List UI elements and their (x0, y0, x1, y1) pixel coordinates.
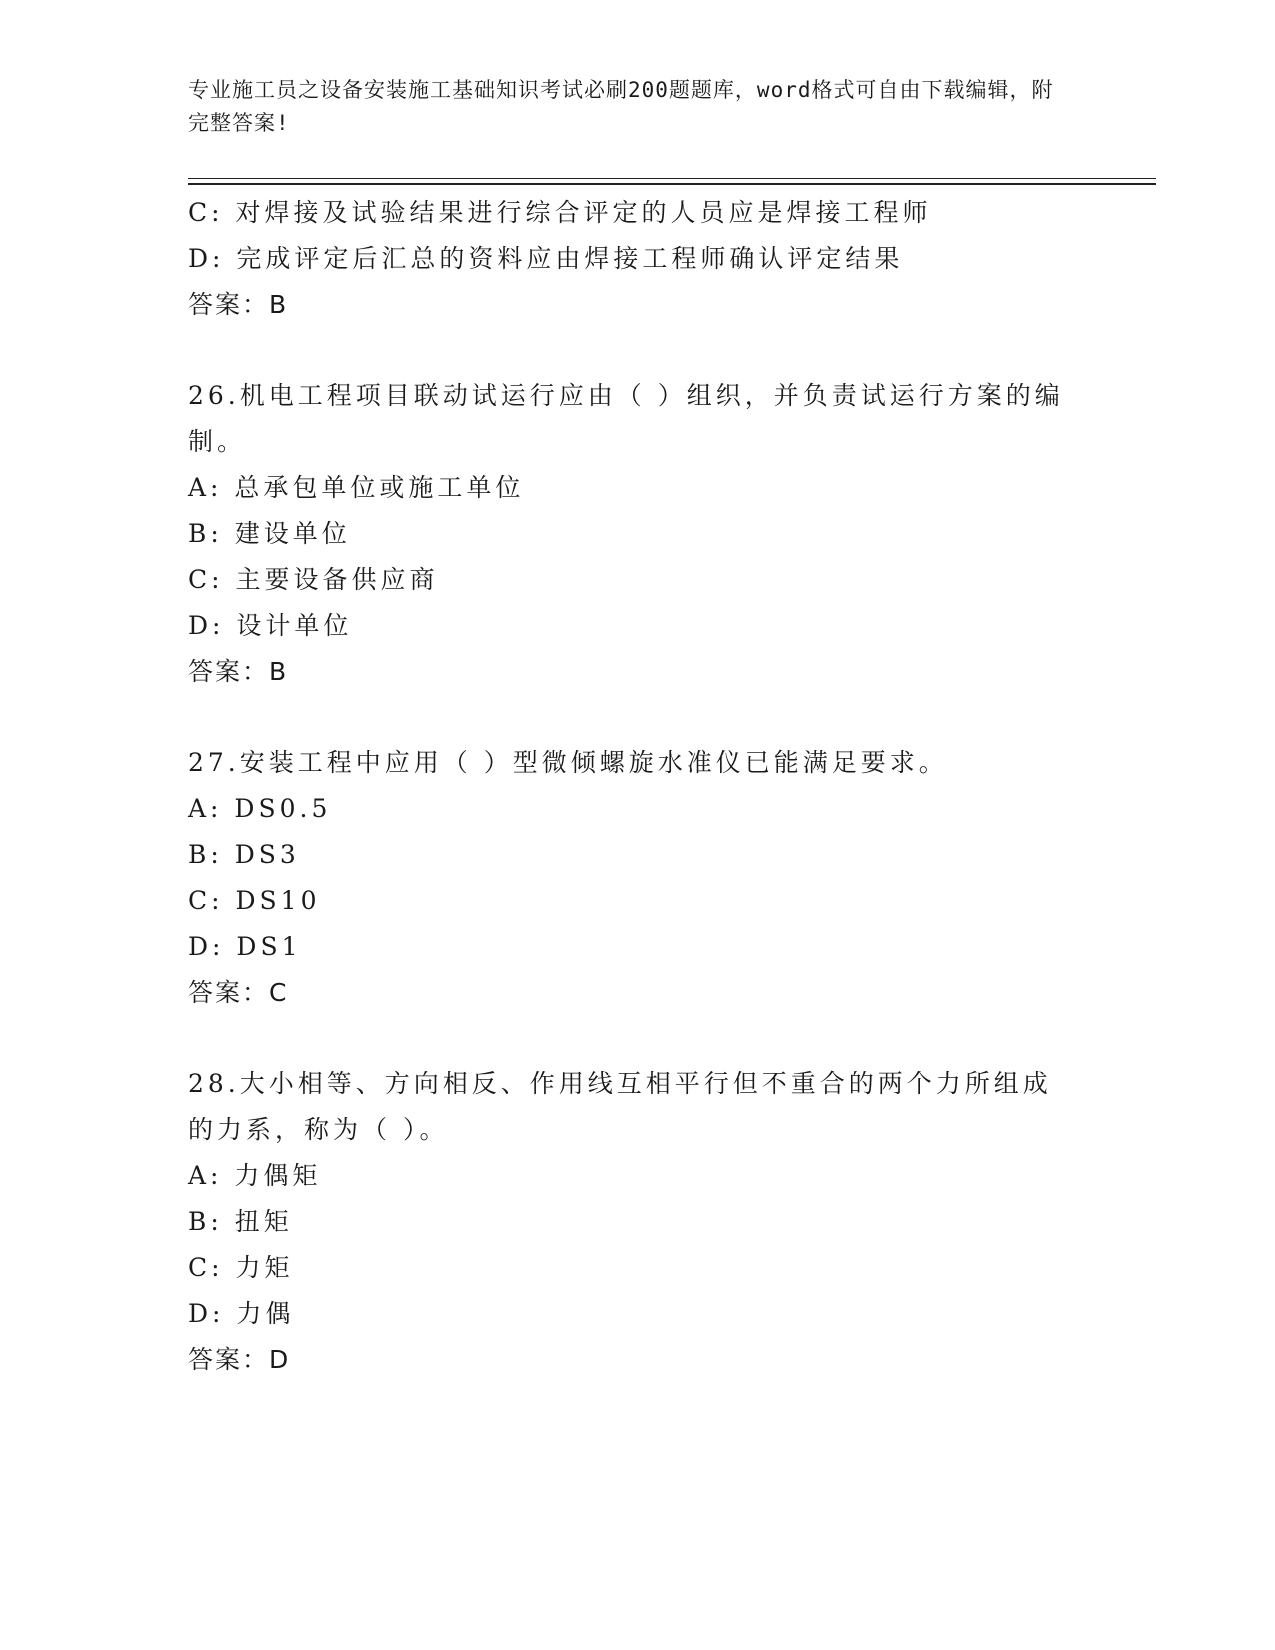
header-divider-thin (188, 178, 1156, 179)
option-c: C: 主要设备供应商 (188, 565, 439, 594)
option-c: C: 力矩 (188, 1253, 294, 1282)
option-d: D: DS1 (188, 932, 302, 961)
document-header: 专业施工员之设备安装施工基础知识考试必刷200题题库，word格式可自由下载编辑，附完整答案! (188, 78, 1054, 135)
question-fragment (188, 190, 1088, 328)
header-divider-thick (188, 183, 1156, 185)
option-a: A: 力偶矩 (188, 1161, 322, 1190)
question-28 (188, 1061, 1088, 1383)
option-b: B: DS3 (188, 840, 300, 869)
option-d: D: 完成评定后汇总的资料应由焊接工程师确认评定结果 (188, 244, 904, 273)
option-a: A: 总承包单位或施工单位 (188, 473, 525, 502)
option-c: C: DS10 (188, 886, 321, 915)
question-stem: 28.大小相等、方向相反、作用线互相平行但不重合的两个力所组成的力系，称为（ ）。 (188, 1069, 1052, 1144)
option-b: B: 扭矩 (188, 1207, 293, 1236)
answer-line: 答案：D (188, 1345, 291, 1374)
option-b: B: 建设单位 (188, 519, 351, 548)
option-d: D: 设计单位 (188, 611, 353, 640)
option-c: C: 对焊接及试验结果进行综合评定的人员应是焊接工程师 (188, 198, 932, 227)
question-stem: 27.安装工程中应用（ ）型微倾螺旋水准仪已能满足要求。 (188, 748, 948, 777)
option-a: A: DS0.5 (188, 794, 332, 823)
answer-line: 答案：B (188, 657, 289, 686)
question-list (188, 190, 1088, 1383)
question-27 (188, 740, 1088, 1016)
answer-line: 答案：C (188, 978, 289, 1007)
spacer (188, 1016, 1088, 1061)
spacer (188, 328, 1088, 373)
spacer (188, 695, 1088, 740)
question-stem: 26.机电工程项目联动试运行应由（ ）组织，并负责试运行方案的编制。 (188, 381, 1064, 456)
question-26 (188, 373, 1088, 695)
option-d: D: 力偶 (188, 1299, 295, 1328)
answer-line: 答案：B (188, 290, 289, 319)
